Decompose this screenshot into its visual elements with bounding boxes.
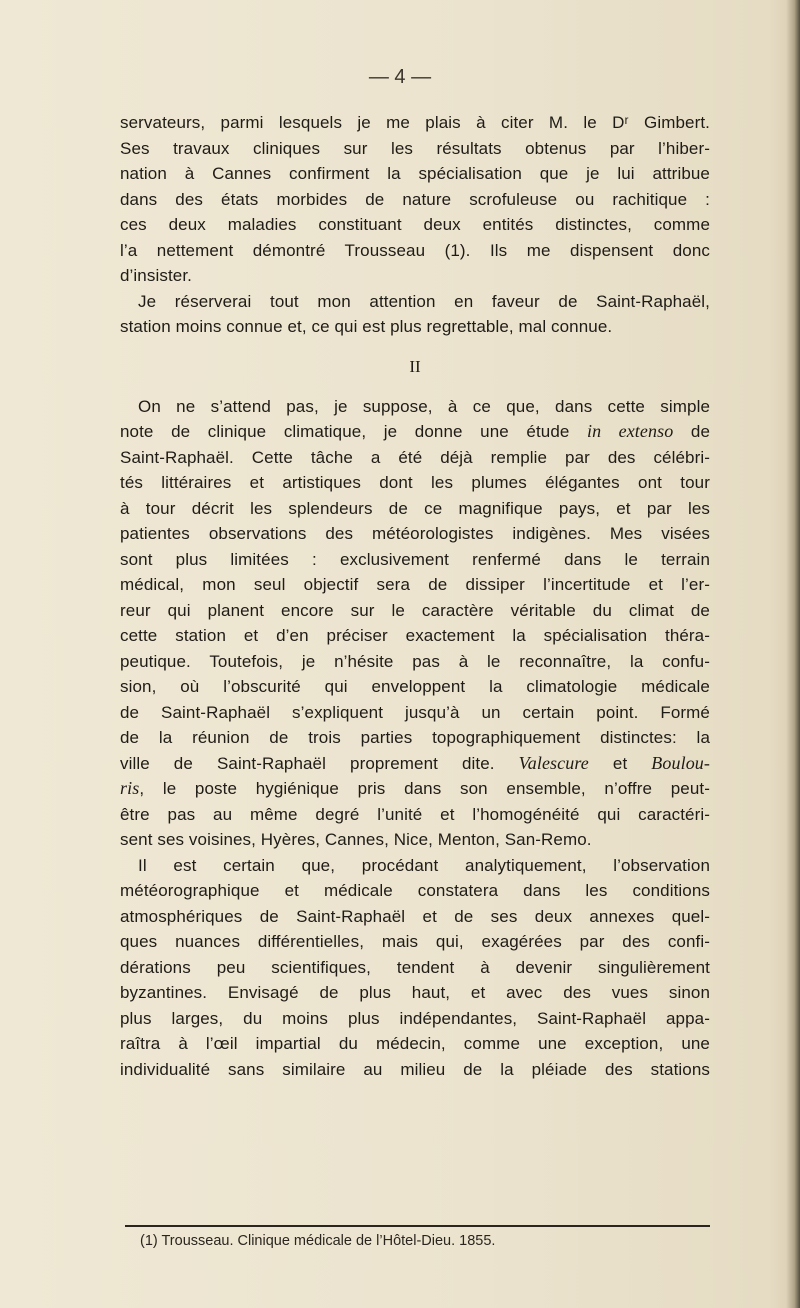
- section-heading: II: [409, 356, 421, 376]
- footnote-divider: [125, 1225, 710, 1227]
- page-edge-shadow: [786, 0, 800, 1308]
- text-line: [120, 419, 710, 445]
- text-line: individualité sans similaire au milieu de la pléiade des stations: [120, 1059, 710, 1079]
- text-line: reur qui planent encore sur le caractère véritable du climat de: [120, 600, 710, 620]
- page-number: — 4 —: [368, 66, 432, 88]
- text-line: sent ses voisines, Hyères, Cannes, Nice, Menton, San-Remo.: [120, 830, 592, 849]
- text-span: note de clinique climatique, je donne une étude: [120, 422, 588, 441]
- text-span: de: [673, 422, 710, 441]
- text-line: dérations peu scientifiques, tendent à devenir singulièrement: [120, 957, 710, 977]
- text-line: Je réserverai tout mon attention en faveur de Saint-Raphaël,: [138, 291, 710, 311]
- text-span: ville de Saint-Raphaël proprement dite.: [120, 753, 519, 773]
- text-span: , le poste hygiénique pris dans son ensemble, n’offre peut-: [139, 779, 710, 798]
- footnote: (1) Trousseau. Clinique médicale de l’Hôtel-Dieu. 1855.: [140, 1233, 496, 1249]
- text-line: byzantines. Envisagé de plus haut, et avec des vues sinon: [120, 983, 710, 1002]
- text-line: météorographique et médicale constatera dans les conditions: [120, 881, 710, 900]
- italic-span: Valescure: [518, 752, 589, 773]
- text-line: Ses travaux cliniques sur les résultats obtenus par l’hiber-: [120, 138, 710, 158]
- body-text: [120, 110, 710, 1082]
- text-line: tés littéraires et artistiques dont les plumes élégantes ont tour: [120, 473, 710, 492]
- text-line: servateurs, parmi lesquels je me plais à citer M. le Dʳ Gimbert.: [120, 113, 710, 132]
- text-line: l’a nettement démontré Trousseau (1). Ils me dispensent donc: [120, 240, 710, 260]
- italic-span: ris: [120, 778, 140, 798]
- text-line: cette station et d’en préciser exactement la spécialisation théra-: [120, 626, 710, 645]
- text-line: ques nuances différentielles, mais qui, exagérées par des confi-: [120, 932, 710, 951]
- text-line: peutique. Toutefois, je n’hésite pas à le reconnaître, la confu-: [120, 651, 710, 671]
- text-line: de Saint-Raphaël s’expliquent jusqu’à un certain point. Formé: [120, 702, 710, 722]
- text-span: et: [588, 753, 652, 773]
- text-line: On ne s’attend pas, je suppose, à ce que, dans cette simple: [138, 396, 710, 416]
- text-line: plus larges, du moins plus indépendantes, Saint-Raphaël appa-: [120, 1008, 710, 1028]
- italic-span: in extenso: [587, 421, 674, 441]
- text-line: dans des états morbides de nature scrofuleuse ou rachitique :: [120, 189, 710, 209]
- text-line: station moins connue et, ce qui est plus regrettable, mal connue.: [120, 317, 613, 336]
- text-line: Saint-Raphaël. Cette tâche a été déjà remplie par des célébri-: [120, 447, 710, 467]
- text-line: patientes observations des météorologistes indigènes. Mes visées: [120, 524, 710, 543]
- italic-span: Boulou-: [651, 752, 710, 773]
- text-line: de la réunion de trois parties topographiquement distinctes: la: [120, 728, 710, 747]
- text-line: médical, mon seul objectif sera de dissiper l’incertitude et l’er-: [120, 575, 710, 594]
- text-line: [120, 776, 710, 802]
- text-line: ces deux maladies constituant deux entités distinctes, comme: [120, 215, 710, 234]
- text-line: à tour décrit les splendeurs de ce magnifique pays, et par les: [120, 498, 710, 518]
- text-line: atmosphériques de Saint-Raphaël et de ses deux annexes quel-: [120, 906, 710, 926]
- text-line: nation à Cannes confirment la spécialisation que je lui attribue: [120, 164, 710, 183]
- text-line: sont plus limitées : exclusivement renfermé dans le terrain: [120, 549, 710, 569]
- text-line: [120, 751, 710, 777]
- text-line: d’insister.: [120, 266, 192, 285]
- text-line: raîtra à l’œil impartial du médecin, comme une exception, une: [120, 1034, 710, 1053]
- text-line: être pas au même degré l’unité et l’homogénéité qui caractéri-: [120, 804, 710, 824]
- text-line: sion, où l’obscurité qui enveloppent la climatologie médicale: [120, 677, 710, 696]
- text-line: Il est certain que, procédant analytiquement, l’observation: [138, 855, 710, 875]
